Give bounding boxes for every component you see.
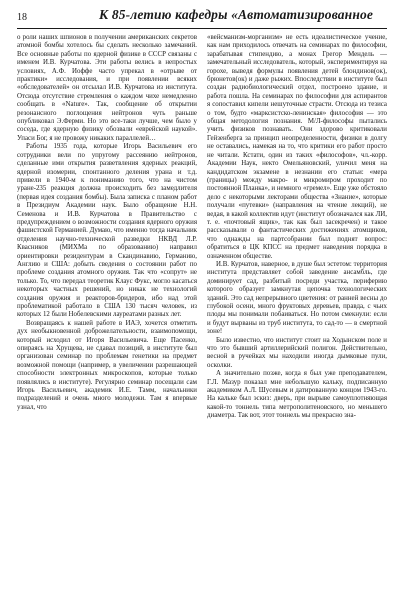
paragraph: Работы 1935 года, которые Игорь Васильевич его сотрудники вели по упругому рассеянию нейтронов, сделанные ими открытия разветвления ядерных реакций, ядерной изомерии, спонтанного деления урана и т.д. привели в 1940-м к пониманию того, что на чистом уране-235 реакция должна происходить без замедлителя (первая идея создания бомбы). Была записка с планом работ в Президиум Академии наук. Было обращение Н.Н. Семенова и И.В. Курчатова в Правительство с предупреждением о возможности создания ядерного оружия фашистской Германией. Думаю, что именно тогда начальник отделения научно-технической разведки НКВД Л.Р. Квасников (МИХМа по образованию) направил ориентировки резидентурам в Скандинавию, Германию, Англию и США: добыть сведения о состоянии работ по проблеме создания атомного оружия. Так что «сопрут» не только. То, что передал теоретик Клаус Фукс, могло касаться некоторых частных решений, но никак не технологий создания оружия и реакторов-бридеров, ибо над этой проблематикой работало в США 130 тысяч человек, из которых 12 были Нобелевскими лауреатами разных лет. bbox=[17, 143, 197, 319]
header-rule bbox=[17, 28, 387, 29]
left-column bbox=[17, 34, 197, 594]
paragraph: Было известно, что институт стоит на Ходынском поле и что это бывший артиллерийский полигон. Действительно, весной в ручейках мы находили иногда дымковые пули, осколки. bbox=[207, 336, 387, 369]
paragraph: «вейсманизм-морганизм» не есть идеалистическое учение, как нам приходилось отвечать на семинарах по философии, зарабатывая стипендию, а монах Грегор Мендель — замечательный исследователь, который, экспериментируя на горохе, выведя формулы появления детей блондинов(ок), брюнетов(ок) и даже рыжих. Впоследствии в институте был создан радиобиологический отдел, построено здание, и работа пошла. На семинарах по философии для аспирантов я сопоставил кипели нешуточные страсти. Отсюда из тезиса о том, будто «марксистско-ленинская» философия — это общая методология познания. М/Л-философы пытались учить физиков познавать. Они здорово критиковали Гейзенберга за принцип неопределенности, физики в долгу не оставались, намекая на то, что критики его работ просто не читали. Кстати, один из таких «философов», чл.-корр. Академии Наук, некто Омельяновский, уличил меня на кандидатском экзамене в незнании его статьи: «мера (границы) между макро- и микромиром проходит по постоянной Планка», и немного «гремел». Еще уже обстояло дело с некоторыми лекторами общества «Знание», которые получали «путевки» (направления на чтение лекций), не ведая, в какой коллектив идут (институт обозначался как ЛИ, т. е. «почтовый ящик», так как был засекречен) и такое рассказывали о фантастических достижениях атомщиков, что однажды на партсобрании был поднят вопрос: обратиться в ЦК КПСС на предмет наведения порядка в означенном обществе. bbox=[207, 34, 387, 260]
running-header bbox=[17, 5, 387, 29]
paragraph: И.В. Курчатов, наверное, в душе был эстетом: территория института представляет собой заведение ансамбль, где доминирует сад, разбитый посреди участка, периферию которого образует замкнутая цепочка технологических зданий. Это сад непрерывного цветения: от ранней весны до глубокой осени, много фруктовых деревьев, правда, с чьих плоды мы понимали побаиваться. Но потом смекнули: если и будут вырваны из труб института, то сад-то — в смертной зоне! bbox=[207, 260, 387, 336]
paragraph: А значительно позже, когда я был уже преподавателем, Г.Л. Мазур показал мне небольшую кальку, подписанную академиком А.Л. Шусевым и датированную концом 1943-го. На кальке был эскиз: дверь, при вырыве самоуплотняющая какой-то тоннель типа метрополитеновского, но меньшего диаметра. Так вот, этот тоннель мы прекрасно зна- bbox=[207, 370, 387, 420]
paragraph: о роли наших шпионов в получении американских секретов атомной бомбы хотелось бы сделать несколько замечаний. Все основные работы по ядерной физике в СССР связаны с именем И.В. Курчатова. Эти работы велись в непростых условиях, А.Ф. Иоффе часто упрекал в «отрыве от практики» исследования, и при появлении всяких «обследователей» он отсылал И.В. Курчатова из института. Отсюда отсутствие стремления о каждом чихе немедленно сообщать в «Nature». Так, сообщение об открытии резонансного поглощения нейтронов чуть раньше опубликовал Э.Ферми. Но это все-таки лучше, чем было у соседа, где ядерную физику обозвали «еврейской наукой». Упаси Бог, я не провожу никаких параллелей… bbox=[17, 34, 197, 142]
running-title: К 85-летию кафедры «Автоматизированное bbox=[99, 7, 374, 22]
page-number: 18 bbox=[17, 12, 27, 23]
right-column bbox=[207, 34, 387, 594]
text-columns bbox=[17, 34, 387, 594]
paragraph: Возвращаясь к нашей работе в ИАЭ, хочется отметить дух необыкновенной доброжелательности, взаимопомощи, который исходил от Игоря Васильевича. Еще Пасенко, опираясь на Хрущева, не сдавал позиций, в институте был организован семинар по проблемам генетики на предмет возможной помощи (например, в увеличении разрешающей способности электронных микроскопов, которые только появлялись в институте). Регулярно семинар посещали сам Игорь Васильевич, академик И.Е. Тамм, начальники подразделений и очень много молодежи. Там я впервые узнал, что bbox=[17, 319, 197, 411]
